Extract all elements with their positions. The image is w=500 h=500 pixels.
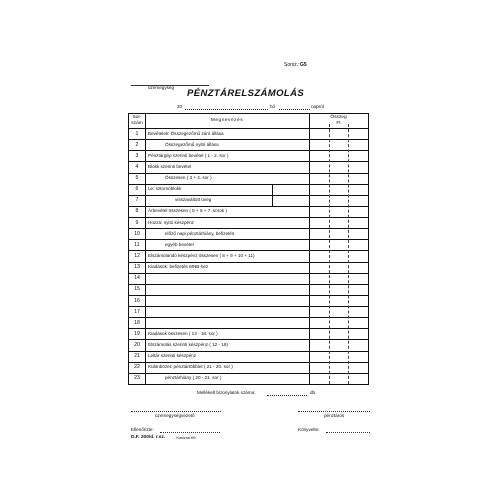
header-row-number: Sor- szám <box>131 115 143 126</box>
row-description: Összegezőmű nyitó állása <box>165 141 219 147</box>
row-amount-field[interactable] <box>310 340 368 349</box>
row-description: Hozzá: nyitó készpénz <box>148 219 194 225</box>
date-year-month-field[interactable] <box>185 109 268 110</box>
unit-label: üzemegység <box>148 85 175 90</box>
attachments-suffix: db <box>310 390 316 395</box>
date-day-suffix: napról <box>311 104 324 109</box>
row-number: 20 <box>134 342 140 349</box>
row-description: pénztárhiány ( 20 - 21. sor ) <box>165 375 222 381</box>
row-number: 6 <box>135 186 139 193</box>
column-divider-number <box>145 114 146 384</box>
row-amount-field[interactable] <box>310 196 368 205</box>
row-description: Elszámolandó készpénz összesen ( 8 + 9 + 10 + 11) <box>148 253 255 258</box>
amount-column-guide <box>329 124 330 384</box>
row-number: 12 <box>134 253 140 259</box>
serial-number-value: G5 <box>300 62 307 68</box>
row-amount-field[interactable] <box>310 263 368 272</box>
bookkeeper-label: Könyvelte: <box>298 427 320 432</box>
row-description: előző napi pénztárhiány, befizetés <box>165 230 235 236</box>
row-number: 1 <box>135 130 139 137</box>
row-number: 21 <box>134 353 140 360</box>
publisher: - Kanizsa Kft. <box>174 436 197 440</box>
row-amount-field[interactable] <box>310 352 368 361</box>
amount-column-guide <box>348 124 349 384</box>
header-amount: Összeg Ft <box>330 115 347 126</box>
manager-label: üzemegységvezető <box>155 413 195 418</box>
row-amount-field[interactable] <box>310 185 368 194</box>
manager-signature-line[interactable] <box>131 411 221 412</box>
row-description: Elszámolás szerinti készpénz ( 12 - 19) <box>148 342 228 348</box>
attachments-count-field[interactable] <box>267 395 307 396</box>
form-code: D.F. 200/d. r.sz. <box>131 435 166 440</box>
page-title: PÉNZTÁRELSZÁMOLÁS <box>187 88 305 99</box>
cashier-signature-line[interactable] <box>298 411 370 412</box>
attachments-label: Mellékelt bizonylatok száma: <box>197 390 256 395</box>
serial-number-label: Sorsz.: <box>284 62 300 68</box>
row-description: Különbözet: pénztártöbblet ( 21 - 20. sor ) <box>148 364 233 370</box>
row-number: 17 <box>134 308 140 315</box>
row-amount-field[interactable] <box>310 162 368 171</box>
row-number: 9 <box>135 219 139 226</box>
row-number: 13 <box>134 264 140 271</box>
row-number: 14 <box>134 275 140 282</box>
row-number: 15 <box>134 286 140 293</box>
bookkeeper-field[interactable] <box>326 432 370 433</box>
row-amount-field[interactable] <box>310 307 368 316</box>
row-number: 4 <box>135 163 139 170</box>
row-description: egyéb bevétel <box>165 241 194 247</box>
row-number: 11 <box>134 241 140 248</box>
row-number: 19 <box>134 330 140 337</box>
checked-field[interactable] <box>160 432 220 433</box>
row-number: 22 <box>134 364 140 371</box>
row-number: 5 <box>135 175 139 182</box>
row-amount-field[interactable] <box>310 129 368 138</box>
row-number: 10 <box>134 230 140 237</box>
date-year-prefix: 20 <box>177 104 183 109</box>
row-amount-field[interactable] <box>310 207 368 216</box>
row-amount-field[interactable] <box>310 151 368 160</box>
row-amount-field[interactable] <box>310 229 368 238</box>
settlement-table <box>128 113 369 385</box>
row-number: 16 <box>134 297 140 304</box>
row-amount-field[interactable] <box>310 329 368 338</box>
row-amount-field[interactable] <box>310 218 368 227</box>
row-number: 23 <box>134 375 140 382</box>
row-description: Árbevétel összesen ( 5 + 6 + 7. sorok ) <box>148 208 227 214</box>
cashier-label: pénztáros <box>324 413 345 418</box>
row-description: Összesen ( 3 + 4. sor ) <box>165 175 212 181</box>
row-description: Pénztárgép szerinti bevétel ( 1 - 2. sor ) <box>148 152 229 158</box>
row-number: 2 <box>135 141 139 148</box>
row-amount-field[interactable] <box>310 318 368 327</box>
row-amount-field[interactable] <box>310 174 368 183</box>
checked-label: Ellenőrizte: <box>131 427 154 432</box>
row-amount-field[interactable] <box>310 363 368 372</box>
row-number: 7 <box>135 197 139 204</box>
row-description: Kiadások összesen ( 13 - 18. sor ) <box>148 330 218 336</box>
row-number: 18 <box>134 319 140 326</box>
row-description: Bevételek: Összegezőmű záró állása <box>148 130 224 136</box>
row-description: Blokk szerinti bevétel <box>148 163 192 169</box>
row-amount-field[interactable] <box>310 296 368 305</box>
row-amount-field[interactable] <box>310 140 368 149</box>
row-amount-field[interactable] <box>310 240 368 249</box>
row-description: Le: sztornóblokk <box>148 186 182 192</box>
row-amount-field[interactable] <box>310 285 368 294</box>
row-description: Kiadások: befizetés MNB-hez <box>148 264 209 270</box>
row-description: Leltár szerinti készpénz <box>148 353 197 359</box>
date-month-suffix: hó <box>270 104 276 109</box>
sub-amount-box[interactable] <box>272 184 310 206</box>
row-number: 3 <box>135 152 139 159</box>
row-amount-field[interactable] <box>310 274 368 283</box>
row-description: visszaváltott üveg <box>175 197 212 203</box>
row-amount-field[interactable] <box>310 374 368 383</box>
header-description: Megnevezés <box>210 118 244 123</box>
row-amount-field[interactable] <box>310 251 368 260</box>
date-day-field[interactable] <box>279 109 310 110</box>
row-number: 8 <box>135 208 139 215</box>
